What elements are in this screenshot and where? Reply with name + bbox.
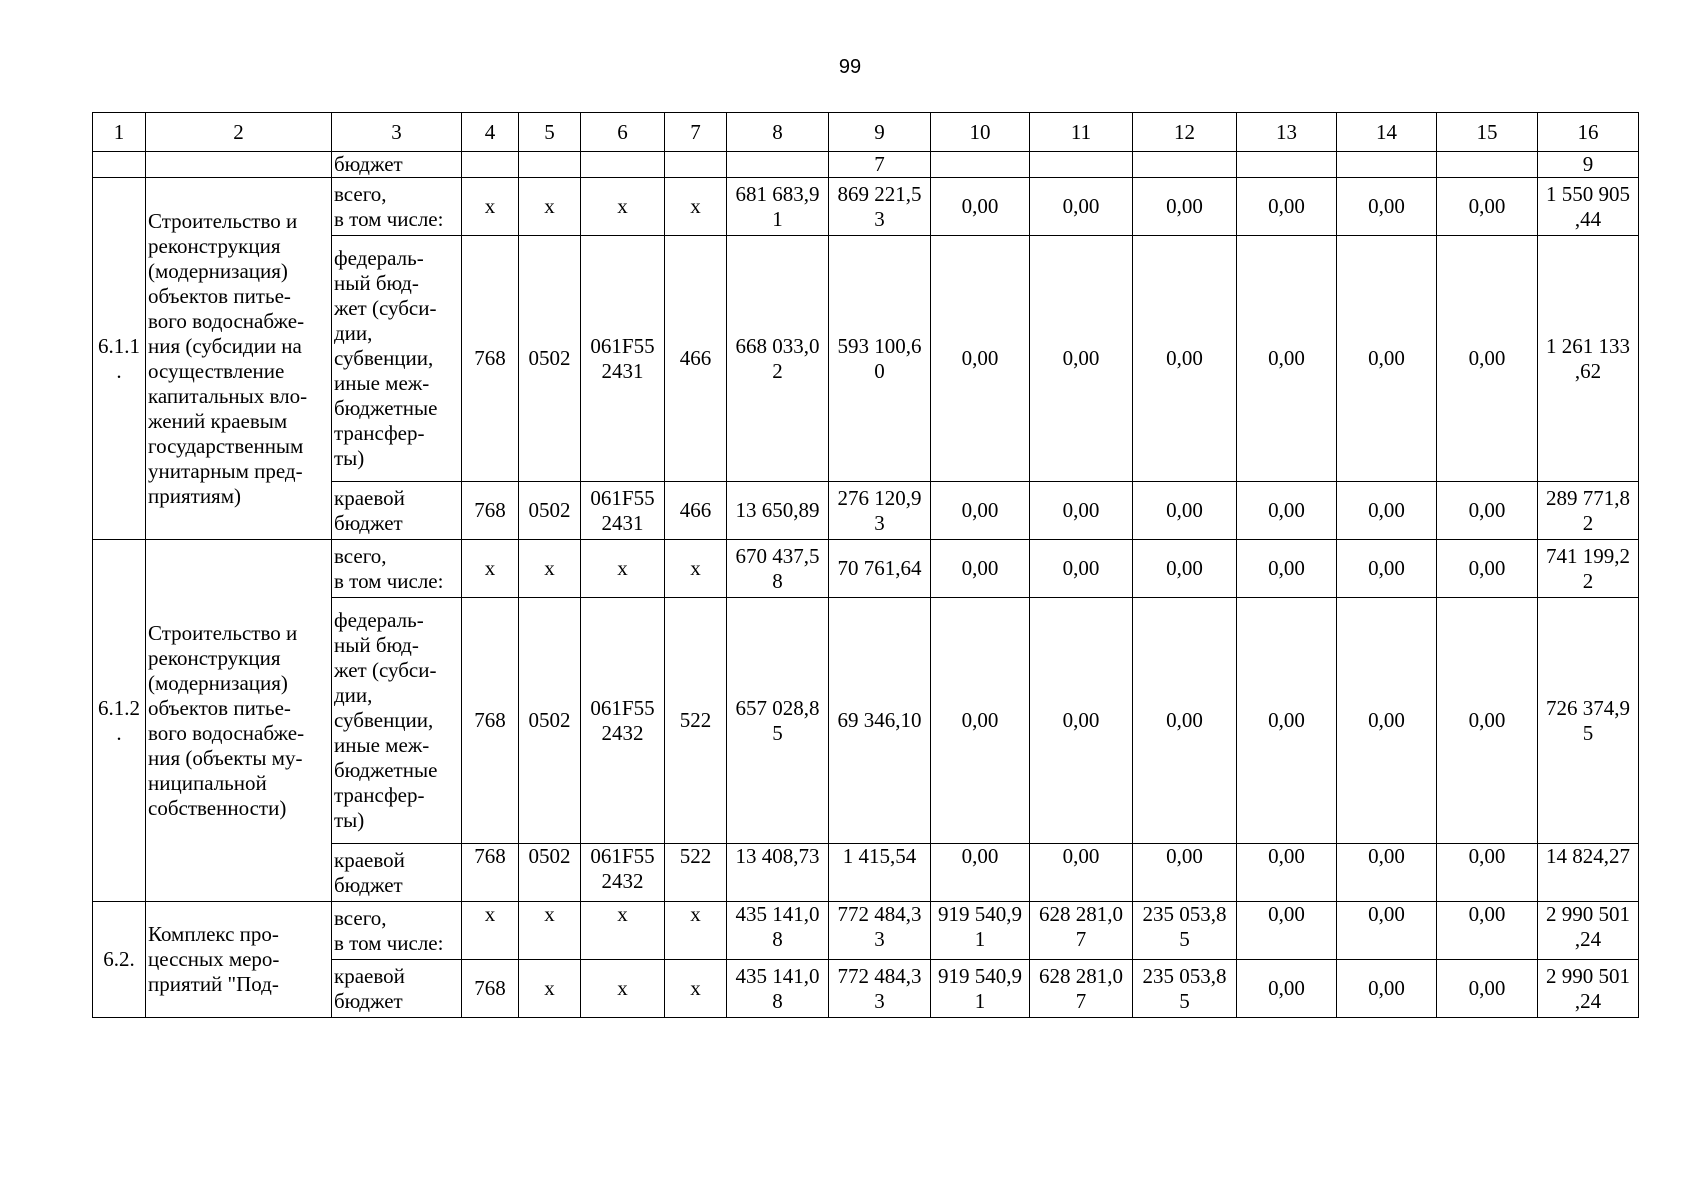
value-cell: 772 484,3 3 — [829, 902, 931, 960]
value-cell: 0502 — [519, 844, 581, 902]
header-cell: 8 — [727, 113, 829, 152]
source-cell: всего, в том числе: — [332, 178, 462, 236]
value-cell: 0,00 — [1437, 178, 1538, 236]
value-cell: 628 281,0 7 — [1030, 902, 1133, 960]
value-cell: x — [519, 960, 581, 1018]
item-number-cell: 6.2. — [93, 902, 146, 1018]
table-row — [93, 178, 1639, 236]
value-cell: x — [519, 540, 581, 598]
source-cell: всего, в том числе: — [332, 540, 462, 598]
value-cell: 0,00 — [1133, 482, 1237, 540]
value-cell: 0,00 — [1337, 598, 1437, 844]
value-cell: 0,00 — [1133, 598, 1237, 844]
source-cell: краевой бюджет — [332, 844, 462, 902]
value-cell: 1 415,54 — [829, 844, 931, 902]
value-cell: 0,00 — [1133, 178, 1237, 236]
value-cell: x — [665, 540, 727, 598]
value-cell: 919 540,9 1 — [931, 902, 1030, 960]
value-cell: 0,00 — [931, 540, 1030, 598]
value-cell: 0,00 — [931, 178, 1030, 236]
table-row — [93, 902, 1639, 960]
value-cell: 466 — [665, 482, 727, 540]
value-cell: x — [462, 540, 519, 598]
value-cell: 522 — [665, 844, 727, 902]
header-cell: 2 — [146, 113, 332, 152]
budget-table — [92, 112, 1639, 1018]
value-cell: 0502 — [519, 236, 581, 482]
value-cell: x — [665, 902, 727, 960]
value-cell: 0,00 — [1030, 236, 1133, 482]
value-cell: 276 120,9 3 — [829, 482, 931, 540]
value-cell: 061F55 2431 — [581, 482, 665, 540]
source-cell: федераль- ный бюд- жет (субси- дии, субвенции, иные меж- бюджетные трансфер- ты) — [332, 236, 462, 482]
item-name-cell: Строительство и реконструкция (модернизация) объектов питье-вого водоснабже-ния (объекты му-ниципальной собственности) — [146, 540, 332, 902]
value-cell: 0,00 — [931, 598, 1030, 844]
header-cell: 5 — [519, 113, 581, 152]
value-cell: 0,00 — [931, 236, 1030, 482]
value-cell: 0,00 — [1437, 960, 1538, 1018]
value-cell: x — [581, 902, 665, 960]
value-cell: x — [462, 178, 519, 236]
table-cell: 7 — [829, 152, 931, 178]
value-cell: 235 053,8 5 — [1133, 960, 1237, 1018]
table-cell — [462, 152, 519, 178]
value-cell: 741 199,2 2 — [1538, 540, 1639, 598]
value-cell: 0,00 — [1337, 178, 1437, 236]
value-cell: 0,00 — [1237, 482, 1337, 540]
value-cell: 0,00 — [931, 482, 1030, 540]
value-cell: 0,00 — [1030, 598, 1133, 844]
value-cell: 0,00 — [1337, 540, 1437, 598]
header-cell: 1 — [93, 113, 146, 152]
header-cell: 16 — [1538, 113, 1639, 152]
value-cell: x — [519, 902, 581, 960]
source-cell: федераль- ный бюд- жет (субси- дии, субвенции, иные меж- бюджетные трансфер- ты) — [332, 598, 462, 844]
value-cell: 061F55 2432 — [581, 598, 665, 844]
table-cell — [665, 152, 727, 178]
value-cell: 657 028,8 5 — [727, 598, 829, 844]
value-cell: 0,00 — [1030, 482, 1133, 540]
header-cell: 7 — [665, 113, 727, 152]
value-cell: 0,00 — [1237, 178, 1337, 236]
value-cell: 69 346,10 — [829, 598, 931, 844]
table-cell: 9 — [1538, 152, 1639, 178]
value-cell: 668 033,0 2 — [727, 236, 829, 482]
value-cell: 726 374,9 5 — [1538, 598, 1639, 844]
value-cell: 593 100,6 0 — [829, 236, 931, 482]
value-cell: 0,00 — [1437, 902, 1538, 960]
value-cell: x — [581, 178, 665, 236]
header-cell: 14 — [1337, 113, 1437, 152]
value-cell: 70 761,64 — [829, 540, 931, 598]
table-cell — [1030, 152, 1133, 178]
value-cell: 0,00 — [1337, 960, 1437, 1018]
value-cell: 0,00 — [1237, 844, 1337, 902]
header-cell: 3 — [332, 113, 462, 152]
value-cell: 466 — [665, 236, 727, 482]
header-cell: 6 — [581, 113, 665, 152]
value-cell: 13 650,89 — [727, 482, 829, 540]
item-name-cell: Строительство и реконструкция (модернизация) объектов питье-вого водоснабже-ния (субсидии на осуществление капитальных вло-жений краевым государственным унитарным пред-приятиям) — [146, 178, 332, 540]
value-cell: x — [462, 902, 519, 960]
value-cell: x — [665, 960, 727, 1018]
continuation-row — [93, 152, 1639, 178]
value-cell: 0,00 — [1437, 540, 1538, 598]
value-cell: 0,00 — [1237, 540, 1337, 598]
value-cell: 768 — [462, 844, 519, 902]
value-cell: 1 550 905 ,44 — [1538, 178, 1639, 236]
value-cell: 768 — [462, 960, 519, 1018]
value-cell: 0,00 — [1030, 844, 1133, 902]
value-cell: 061F55 2431 — [581, 236, 665, 482]
table-cell — [931, 152, 1030, 178]
value-cell: 13 408,73 — [727, 844, 829, 902]
table-cell — [1133, 152, 1237, 178]
page-number: 99 — [838, 56, 862, 78]
value-cell: 0,00 — [1133, 844, 1237, 902]
value-cell: 869 221,5 3 — [829, 178, 931, 236]
table-cell — [519, 152, 581, 178]
table-cell — [727, 152, 829, 178]
value-cell: 681 683,9 1 — [727, 178, 829, 236]
value-cell: 435 141,0 8 — [727, 960, 829, 1018]
value-cell: 670 437,5 8 — [727, 540, 829, 598]
value-cell: 0,00 — [1337, 844, 1437, 902]
value-cell: 435 141,0 8 — [727, 902, 829, 960]
value-cell: 522 — [665, 598, 727, 844]
value-cell: 1 261 133 ,62 — [1538, 236, 1639, 482]
value-cell: 0502 — [519, 598, 581, 844]
source-cell: бюджет — [332, 152, 462, 178]
value-cell: 0,00 — [1237, 960, 1337, 1018]
value-cell: 628 281,0 7 — [1030, 960, 1133, 1018]
value-cell: 0,00 — [931, 844, 1030, 902]
source-cell: всего, в том числе: — [332, 902, 462, 960]
header-cell: 10 — [931, 113, 1030, 152]
item-name-cell: Комплекс про-цессных меро-приятий "Под- — [146, 902, 332, 1018]
table-cell — [1437, 152, 1538, 178]
value-cell: x — [665, 178, 727, 236]
table-cell — [1237, 152, 1337, 178]
value-cell: x — [581, 540, 665, 598]
source-cell: краевой бюджет — [332, 960, 462, 1018]
value-cell: 0,00 — [1237, 902, 1337, 960]
header-cell: 11 — [1030, 113, 1133, 152]
value-cell: 0,00 — [1030, 178, 1133, 236]
value-cell: 0,00 — [1237, 598, 1337, 844]
table-cell — [146, 152, 332, 178]
value-cell: 0,00 — [1437, 598, 1538, 844]
value-cell: 061F55 2432 — [581, 844, 665, 902]
value-cell: 0,00 — [1437, 844, 1538, 902]
value-cell: 0502 — [519, 482, 581, 540]
value-cell: 768 — [462, 598, 519, 844]
header-cell: 4 — [462, 113, 519, 152]
value-cell: 0,00 — [1337, 482, 1437, 540]
value-cell: 14 824,27 — [1538, 844, 1639, 902]
item-number-cell: 6.1.1 . — [93, 178, 146, 540]
value-cell: 0,00 — [1337, 236, 1437, 482]
value-cell: x — [581, 960, 665, 1018]
table-row — [93, 540, 1639, 598]
source-cell: краевой бюджет — [332, 482, 462, 540]
value-cell: 919 540,9 1 — [931, 960, 1030, 1018]
value-cell: 2 990 501 ,24 — [1538, 902, 1639, 960]
header-cell: 12 — [1133, 113, 1237, 152]
value-cell: 772 484,3 3 — [829, 960, 931, 1018]
header-cell: 9 — [829, 113, 931, 152]
value-cell: 0,00 — [1437, 236, 1538, 482]
value-cell: 0,00 — [1237, 236, 1337, 482]
value-cell: 768 — [462, 236, 519, 482]
value-cell: 0,00 — [1030, 540, 1133, 598]
value-cell: x — [519, 178, 581, 236]
value-cell: 2 990 501 ,24 — [1538, 960, 1639, 1018]
table-cell — [581, 152, 665, 178]
header-cell: 13 — [1237, 113, 1337, 152]
value-cell: 0,00 — [1133, 236, 1237, 482]
value-cell: 289 771,8 2 — [1538, 482, 1639, 540]
header-row — [93, 113, 1639, 152]
item-number-cell: 6.1.2 . — [93, 540, 146, 902]
value-cell: 768 — [462, 482, 519, 540]
value-cell: 0,00 — [1337, 902, 1437, 960]
value-cell: 235 053,8 5 — [1133, 902, 1237, 960]
table-cell — [93, 152, 146, 178]
header-cell: 15 — [1437, 113, 1538, 152]
value-cell: 0,00 — [1133, 540, 1237, 598]
table-cell — [1337, 152, 1437, 178]
value-cell: 0,00 — [1437, 482, 1538, 540]
